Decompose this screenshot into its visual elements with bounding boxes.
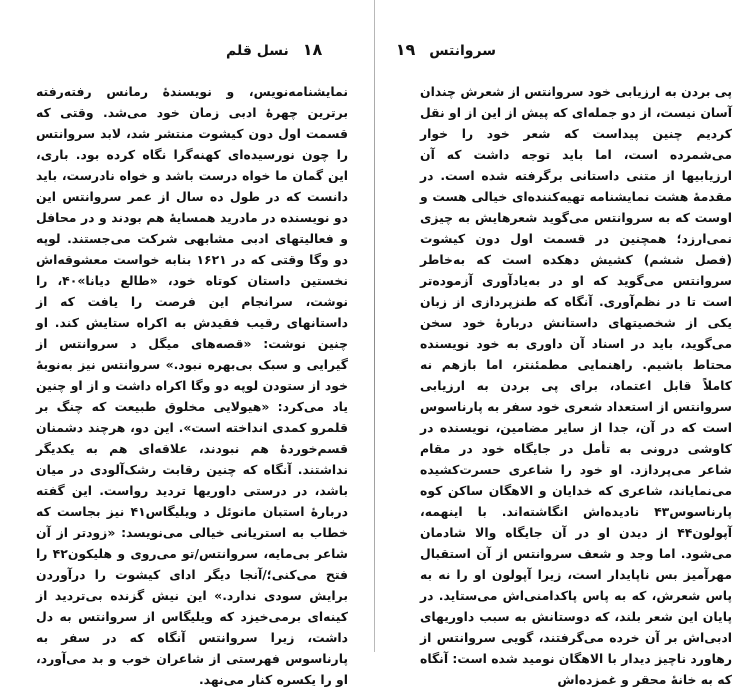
left-page-body: [36, 81, 349, 687]
left-body-paragraph: نمایشنامه‌نویس، و نویسندهٔ رمانس رفته‌رفته برترین چهرهٔ ادبی زمان خود می‌شد. وقتی که قسمت اول دون کیشوت منتشر شد، لابد سروانتس را چون نورسیده‌ای کهنه‌گرا نگاه کرده بود. باری، این گمان ما خواه درست باشد و خواه نادرست، باید دانست که در طول ده سال از عمر سروانتس این دو نویسنده در مادرید همسایهٔ هم بودند و در محافل و فعالیتهای ادبی مشابهی شرکت می‌جستند. لوپه دو وگا وقتی که در ۱۶۲۱ بنابه خواست معشوقه‌اش نخستین داستان کوتاه خود، «طالع دیانا»۴۰، را نوشت، سرانجام این فرصت را یافت که از داستانهای رقیب فقیدش به اکراه ستایش کند. او چنین نوشت: «قصه‌های میگل د سروانتس از گیرایی و سبک بی‌بهره نبود.» سروانتس نیز به‌نوبهٔ خود از ستودن لوپه دو وگا اکراه داشت و از او چنین یاد می‌کرد: «هیولایی مخلوق طبیعت که چنگ بر قلمرو کمدی انداخته است». این دو، هرچند دشمنان قسم‌خوردهٔ هم نبودند، علاقه‌ای هم به یکدیگر نداشتند. آنگاه که چنین رقابت رشک‌آلودی در میان باشد، در درستی داوریها تردید رواست. این گفته دربارهٔ استبان مانوئل د ویلیگاس۴۱ نیز بجاست که خطاب به استریانی خیالی می‌نویسد: «زودتر از آن شاعر بی‌مایه، سروانتس/تو می‌روی و هلیکون۴۲ را فتح می‌کنی؛/آنجا دیگر ادای کیشوت را درآوردن برایش سودی ندارد.» این نیش گزنده بی‌تردید از کینه‌ای برمی‌خیزد که ویلیگاس از سروانتس به دل داشت، زیرا سروانتس آنگاه که در سفر به پارناسوس فهرستی از شاعران خوب و بد می‌آورد، او را یکسره کنار می‌نهد.: [36, 84, 349, 687]
right-body-paragraph: پی بردن به ارزیابی خود سروانتس از شعرش چندان آسان نیست، از دو جمله‌ای که پیش از این از او نقل کردیم چنین پیداست که شعر خود را خوار می‌شمرده است، اما باید توجه داشت که آن ارزیابیها از متنی داستانی برگرفته شده است. در مقدمهٔ هشت نمایشنامه تهیه‌کننده‌ای خیالی هست و اوست که به سروانتس می‌گوید شعرهایش به چیزی نمی‌ارزد؛ همچنین در قسمت اول دون کیشوت (فصل ششم) کشیش دهکده است که به‌خاطر سروانتس می‌گوید که او در به‌یادآوری آزموده‌تر است تا در نظم‌آوری. آنگاه که طنزپردازی از زبان یکی از شخصیتهای داستانش دربارهٔ خود سخن می‌گوید، باید در اسناد آن داوری به خود نویسنده محتاط باشیم. راهنمایی مطمئنتر، اما بازهم نه کاملاً قابل اعتماد، برای پی بردن به ارزیابی سروانتس از استعداد شعری خود سفر به پارناسوس است که در آن، جدا از سایر مضامین، نویسنده در کاوشی درونی به تأمل در جایگاه خود در مقام شاعر می‌پردازد. او خود را شاعری حسرت‌کشیده می‌نمایاند، شاعری که خدایان و الاهگان ساکن کوه پارناسوس۴۳ نادیده‌اش انگاشته‌اند. با اینهمه، آپولون۴۴ از دیدن او در آن جایگاه والا شادمان می‌شود. اما وجد و شعف سروانتس از آن استقبال مهرآمیز بس ناپایدار است، زیرا آپولون او را نه به پاس شعرش، که به پاس پاکدامنی‌اش می‌ستاید. در پایان این شعر بلند، که دوستانش به سبب داوریهای ادبی‌اش بر آن خرده می‌گرفتند، گویی سروانتس از رهاورد ناچیز دیدار با الاهگان نومید شده است: آنگاه که به خانهٔ محقر و غمزده‌اش: [420, 84, 732, 687]
left-page-header: [226, 40, 322, 59]
right-running-title: سروانتس: [429, 43, 496, 59]
left-page-number: ۱۸: [302, 40, 323, 59]
left-running-title: نسل قلم: [226, 43, 289, 59]
left-page: [0, 0, 374, 687]
right-page-number: ۱۹: [395, 40, 416, 59]
right-page: [374, 0, 748, 687]
right-page-header: [396, 40, 496, 59]
right-page-body: [420, 81, 732, 687]
